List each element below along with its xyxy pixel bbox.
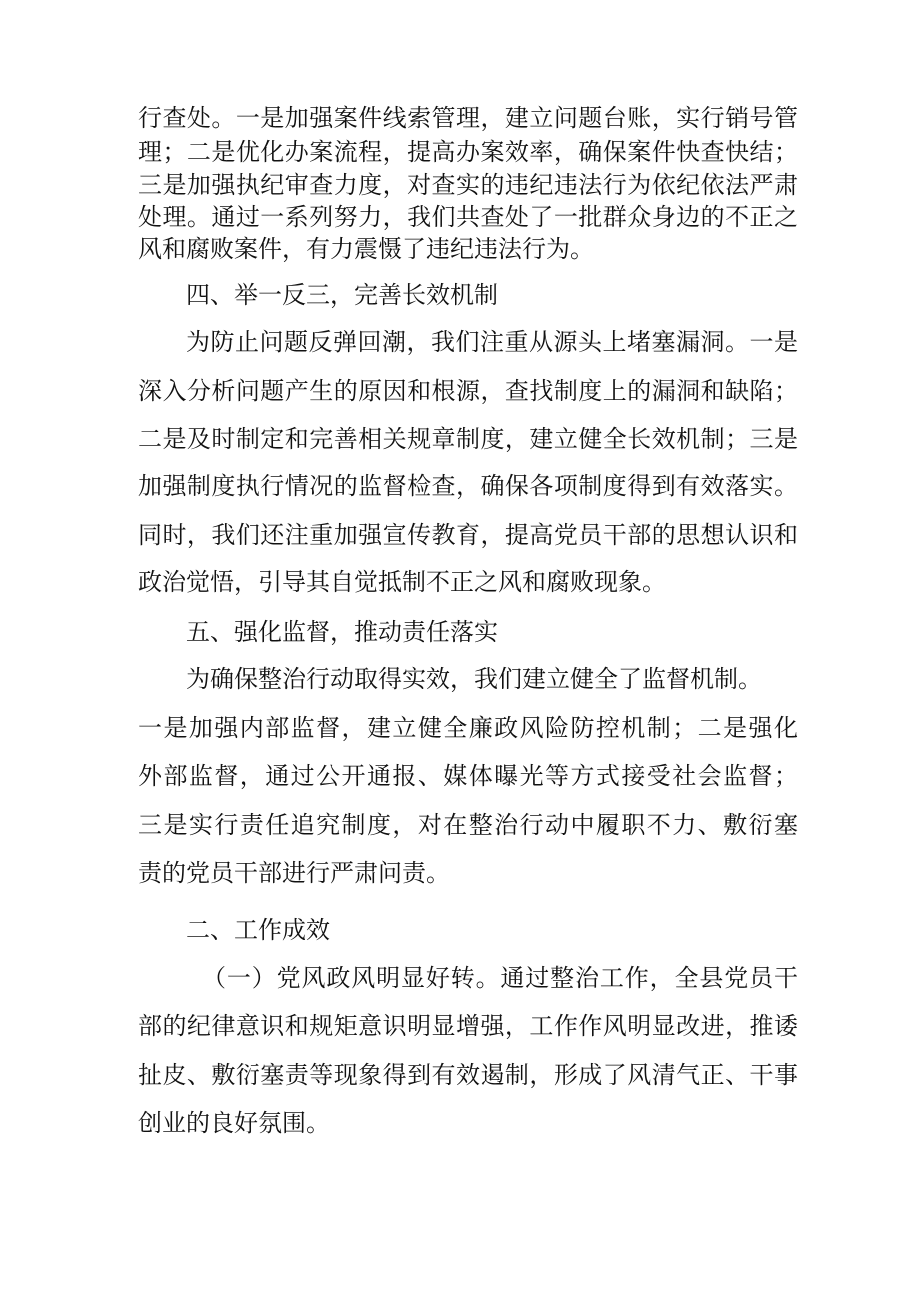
paragraph-line: 行查处。一是加强案件线索管理，建立问题台账，实行销号管	[138, 104, 798, 132]
paragraph-line: 理；二是优化办案流程，提高办案效率，确保案件快查快结；	[138, 138, 798, 166]
paragraph-line: 责的党员干部进行严肃问责。	[138, 859, 450, 887]
paragraph-line: 处理。通过一系列努力，我们共查处了一批群众身边的不正之	[138, 203, 798, 231]
paragraph-line: 扯皮、敷衍塞责等现象得到有效遏制，形成了风清气正、干事	[138, 1061, 798, 1089]
section-heading-5: 五、强化监督，推动责任落实	[186, 618, 498, 646]
paragraph-line: 创业的良好氛围。	[138, 1109, 330, 1137]
section-heading-2: 二、工作成效	[186, 916, 330, 944]
paragraph-line: 二是及时制定和完善相关规章制度，建立健全长效机制；三是	[138, 425, 798, 453]
paragraph-line: 同时，我们还注重加强宣传教育，提高党员干部的思想认识和	[138, 521, 798, 549]
subsection-heading-1: （一）党风政风明显好转。通过整治工作，全县党员干	[202, 964, 798, 992]
paragraph-line: 三是加强执纪审查力度，对查实的违纪违法行为依纪依法严肃	[138, 171, 798, 199]
paragraph-line: 为确保整治行动取得实效，我们建立健全了监督机制。	[186, 665, 762, 693]
paragraph-line: 为防止问题反弹回潮，我们注重从源头上堵塞漏洞。一是	[186, 328, 798, 356]
paragraph-line: 加强制度执行情况的监督检查，确保各项制度得到有效落实。	[138, 472, 798, 500]
paragraph-line: 深入分析问题产生的原因和根源，查找制度上的漏洞和缺陷；	[138, 377, 798, 405]
section-heading-4: 四、举一反三，完善长效机制	[186, 281, 498, 309]
paragraph-line: 风和腐败案件，有力震慑了违纪违法行为。	[138, 235, 594, 263]
paragraph-line: 一是加强内部监督，建立健全廉政风险防控机制；二是强化	[138, 714, 798, 742]
paragraph-line: 外部监督，通过公开通报、媒体曝光等方式接受社会监督；	[138, 762, 798, 790]
paragraph-line: 部的纪律意识和规矩意识明显增强，工作作风明显改进，推诿	[138, 1012, 798, 1040]
paragraph-line: 政治觉悟，引导其自觉抵制不正之风和腐败现象。	[138, 568, 666, 596]
paragraph-line: 三是实行责任追究制度，对在整治行动中履职不力、敷衍塞	[138, 811, 798, 839]
